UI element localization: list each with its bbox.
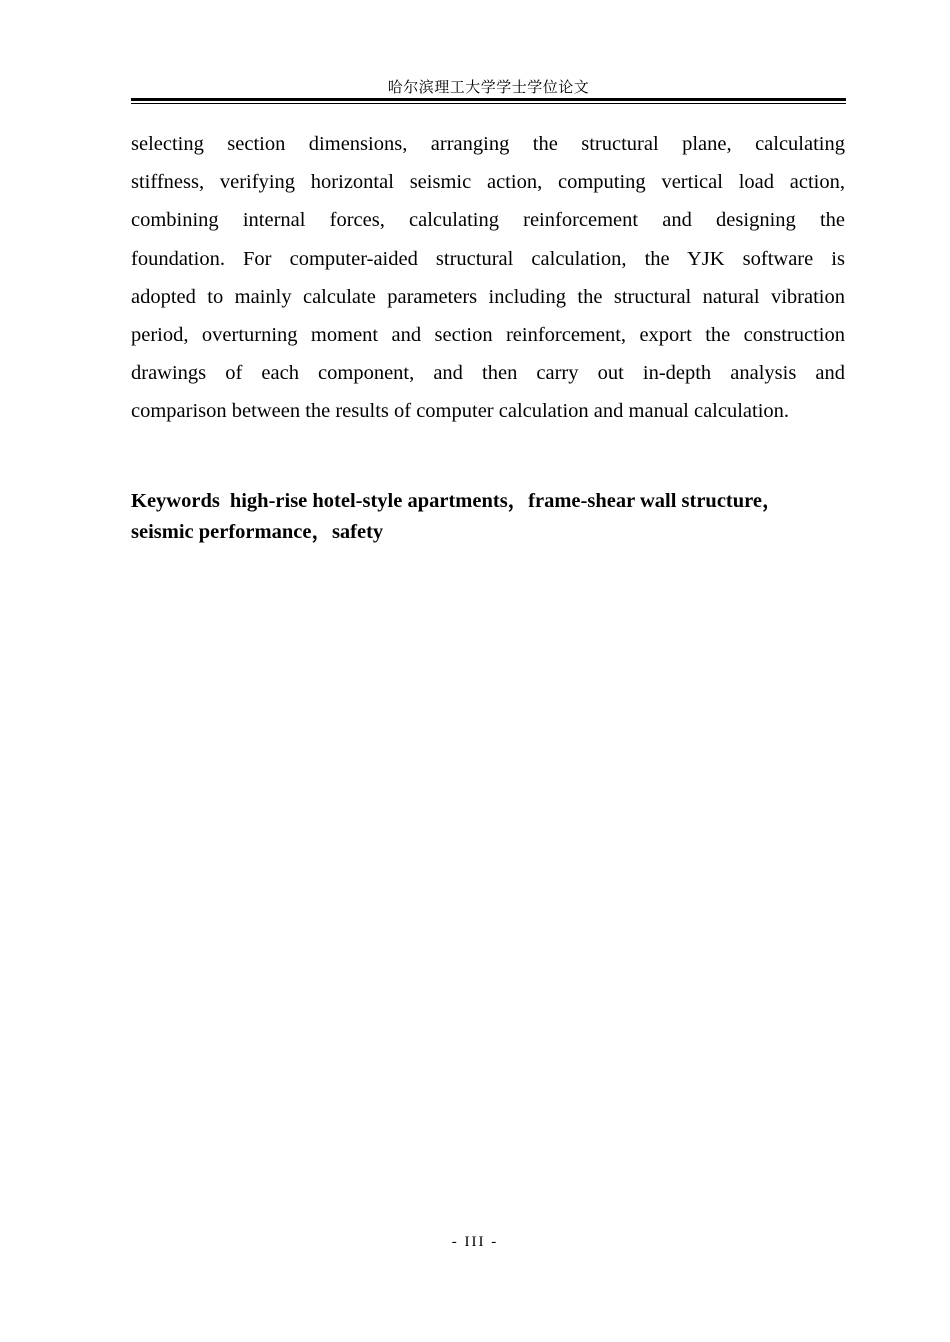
abstract-line: combining internal forces, calculating reinforcement and designing the (131, 209, 845, 232)
header-rule-thick (131, 98, 846, 101)
keywords-line-2: seismic performance，safety (131, 521, 384, 543)
abstract-line: selecting section dimensions, arranging the structural plane, calculating (131, 133, 845, 155)
header-rule-thin (131, 103, 846, 104)
abstract-line: comparison between the results of computer calculation and manual calculation. (131, 400, 790, 423)
abstract-line: period, overturning moment and section reinforcement, export the construction (131, 324, 845, 347)
abstract-line: drawings of each component, and then carry out in-depth analysis and (131, 362, 845, 385)
keywords-line-1 (131, 486, 851, 517)
running-header: 哈尔滨理工大学学士学位论文 (387, 80, 590, 96)
page-number: - III - (451, 1234, 499, 1250)
keywords-label: Keywords (131, 490, 220, 512)
keywords-list-part-1: high-rise hotel-style apartments，frame-shear wall structure， (229, 490, 783, 512)
abstract-line: adopted to mainly calculate parameters including the structural natural vibration (131, 285, 845, 308)
abstract-line: stiffness, verifying horizontal seismic action, computing vertical load action, (131, 171, 845, 194)
keywords-block (131, 486, 851, 548)
abstract-paragraph (131, 125, 845, 431)
abstract-line: foundation. For computer-aided structural calculation, the YJK software is (131, 247, 845, 270)
